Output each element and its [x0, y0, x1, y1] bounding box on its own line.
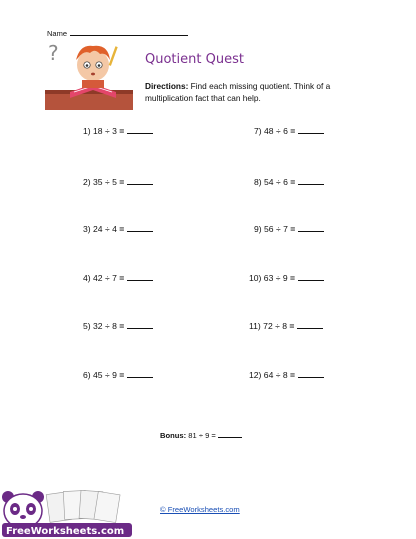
problem-4: 4) 42 ÷ 7 =: [83, 273, 153, 283]
answer-blank[interactable]: [298, 370, 324, 378]
problem-1: 1) 18 ÷ 3 =: [83, 126, 153, 136]
boy-reading-illustration: [40, 38, 140, 112]
bonus-expression: 81 ÷ 9 =: [186, 431, 216, 440]
svg-text:?: ?: [48, 41, 59, 65]
problem-6: 6) 45 ÷ 9 =: [83, 370, 153, 380]
worksheet-title: Quotient Quest: [145, 52, 244, 67]
logo-text: FreeWorksheets.com: [6, 526, 125, 537]
directions-label: Directions:: [145, 81, 189, 91]
footer-link[interactable]: © FreeWorksheets.com: [160, 505, 240, 514]
answer-blank[interactable]: [298, 273, 324, 281]
bonus-problem: [160, 431, 242, 440]
answer-blank[interactable]: [127, 177, 153, 185]
answer-blank[interactable]: [127, 321, 153, 329]
name-label: Name: [47, 29, 68, 38]
answer-blank[interactable]: [298, 224, 324, 232]
answer-blank[interactable]: [218, 431, 242, 438]
answer-blank[interactable]: [127, 273, 153, 281]
answer-blank[interactable]: [127, 224, 153, 232]
problem-12: 12) 64 ÷ 8 =: [249, 370, 324, 380]
name-line[interactable]: [70, 28, 188, 36]
answer-blank[interactable]: [298, 177, 324, 185]
problem-11: 11) 72 ÷ 8 =: [249, 321, 323, 331]
directions: [145, 80, 375, 104]
problem-5: 5) 32 ÷ 8 =: [83, 321, 153, 331]
problem-7: 7) 48 ÷ 6 =: [254, 126, 324, 136]
panda-logo: [0, 485, 140, 539]
problem-2: 2) 35 ÷ 5 =: [83, 177, 153, 187]
name-field-row: [47, 28, 188, 38]
problem-10: 10) 63 ÷ 9 =: [249, 273, 324, 283]
bonus-label: Bonus:: [160, 431, 187, 440]
problem-3: 3) 24 ÷ 4 =: [83, 224, 153, 234]
directions-text: Find each missing quotient. Think of a multiplication fact that can help.: [145, 81, 331, 103]
panda-icon: [2, 491, 44, 528]
answer-blank[interactable]: [127, 370, 153, 378]
answer-blank[interactable]: [298, 126, 324, 134]
problem-9: 9) 56 ÷ 7 =: [254, 224, 324, 234]
problem-8: 8) 54 ÷ 6 =: [254, 177, 324, 187]
answer-blank[interactable]: [127, 126, 153, 134]
answer-blank[interactable]: [297, 321, 323, 329]
worksheet-thumbnails-icon: [46, 490, 120, 522]
